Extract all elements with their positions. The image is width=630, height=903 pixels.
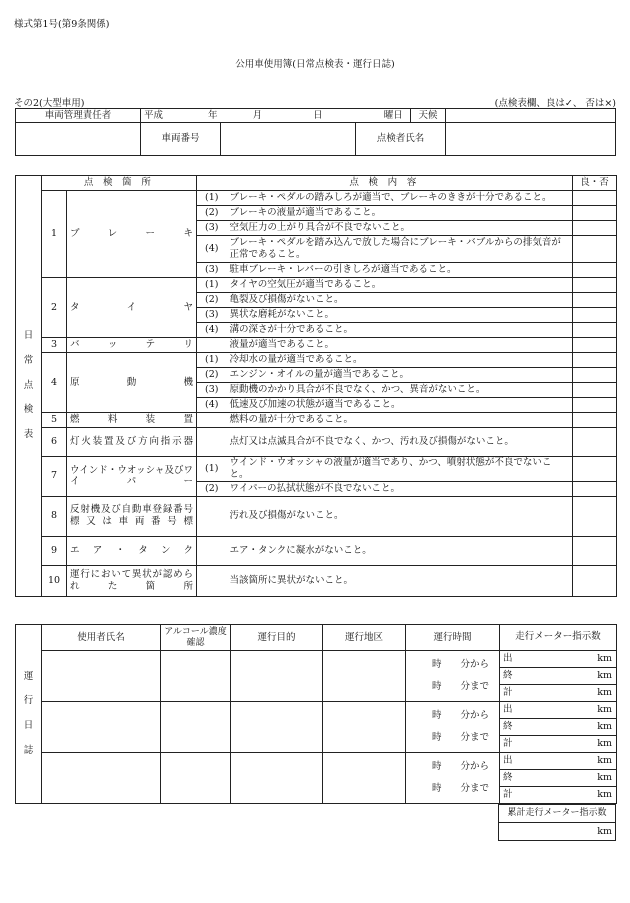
result-checkbox[interactable] [573,323,617,338]
area-field[interactable] [323,753,406,804]
weather-field[interactable] [446,109,616,123]
unit-label: km [597,738,612,750]
inspection-table [15,175,617,597]
inspection-sub-number: (3) [197,383,227,398]
result-checkbox[interactable] [573,263,617,278]
time-from-label: 時 分から [432,659,490,670]
vehicle-number-label: 車両番号 [141,123,221,156]
time-from-label: 時 分から [432,761,490,772]
result-checkbox[interactable] [573,206,617,221]
inspection-sub-number: (2) [197,481,227,496]
time-to-label: 時 分まで [432,681,490,692]
legend-suffix: 、 否は×) [572,98,616,109]
alcohol-check-field[interactable] [161,702,231,753]
result-checkbox[interactable] [573,368,617,383]
result-checkbox[interactable] [573,383,617,398]
month-label: 月 [252,109,263,121]
time-field[interactable] [406,753,500,804]
meter-row-label: 出 [503,653,513,665]
inspection-item-number: 3 [42,338,67,353]
cumulative-table [498,804,616,841]
meter-field[interactable] [500,719,617,736]
purpose-field[interactable] [231,651,323,702]
time-field[interactable] [406,651,500,702]
result-checkbox[interactable] [573,338,617,353]
inspection-item-number: 9 [42,536,67,565]
legend [495,95,616,109]
check-mark-icon: ✓ [564,98,573,109]
inspection-content: 当該箇所に異状がないこと。 [227,565,573,596]
unit-label: km [597,772,612,784]
result-checkbox[interactable] [573,536,617,565]
result-checkbox[interactable] [573,293,617,308]
inspection-item-number: 10 [42,565,67,596]
purpose-field[interactable] [231,702,323,753]
user-name-field[interactable] [42,753,161,804]
meter-row-label: 計 [503,738,513,750]
result-checkbox[interactable] [573,457,617,482]
col-alcohol-header: アルコール濃度確認 [161,625,231,651]
inspection-sub-number: (2) [197,368,227,383]
result-checkbox[interactable] [573,413,617,428]
inspection-content: 異状な磨耗がないこと。 [227,308,573,323]
inspection-content: 汚れ及び損傷がないこと。 [227,496,573,536]
manager-label: 車両管理責任者 [16,109,141,123]
time-field[interactable] [406,702,500,753]
col-place-header: 点 検 箇 所 [42,176,197,191]
inspection-content: ウインド・ウオッシャの液量が適当であり、かつ、噴射状態が不良でないこと。 [227,457,573,482]
weekday-label: 曜日 [383,109,403,121]
area-field[interactable] [323,651,406,702]
inspection-item-number: 1 [42,191,67,278]
result-checkbox[interactable] [573,481,617,496]
unit-label: km [597,704,612,716]
meter-row-label: 終 [503,772,513,784]
inspection-item-number: 8 [42,496,67,536]
inspection-side-label [16,176,42,597]
inspection-item-number: 2 [42,278,67,338]
form-number: 様式第1号(第9条関係) [14,19,110,30]
meter-row-label: 終 [503,721,513,733]
side-label-char: 日 [23,330,34,342]
manager-field[interactable] [16,123,141,156]
inspection-content: 原動機のかかり具合が不良でなく、かつ、異音がないこと。 [227,383,573,398]
meter-field[interactable] [500,685,617,702]
cumulative-field[interactable] [499,823,616,841]
result-checkbox[interactable] [573,398,617,413]
purpose-field[interactable] [231,753,323,804]
inspection-content: ブレーキの液量が適当であること。 [227,206,573,221]
day-label: 日 [313,109,323,121]
log-side-label [16,625,42,804]
result-checkbox[interactable] [573,191,617,206]
inspection-sub-number: (2) [197,293,227,308]
side-label-char: 日 [23,720,34,731]
user-name-field[interactable] [42,651,161,702]
log-table [15,624,617,804]
inspection-item-place: バッテリ [67,338,197,353]
inspection-sub-number: (4) [197,236,227,263]
meter-row-label: 計 [503,789,513,801]
side-label-char: 常 [23,354,34,366]
inspection-item-place: ウインド・ウオッシャ及びワイパー [67,457,197,497]
inspection-sub-number [197,496,227,536]
meter-row-label: 出 [503,704,513,716]
inspection-sub-number: (3) [197,263,227,278]
inspection-sub-number: (1) [197,457,227,482]
inspection-item-place: 反射機及び自動車登録番号標又は車両番号標 [67,496,197,536]
side-label-char: 点 [23,379,34,391]
side-label-char: 検 [23,404,34,416]
col-content-header: 点 検 内 容 [197,176,573,191]
inspection-sub-number: (1) [197,278,227,293]
inspection-sub-number: (4) [197,323,227,338]
unit-label: km [597,670,612,682]
meter-field[interactable] [500,736,617,753]
page-title: 公用車使用簿(日常点検表・運行日誌) [235,59,395,70]
unit-label: km [597,721,612,733]
inspection-item-place: 灯火装置及び方向指示器 [67,428,197,457]
inspection-item-place: 燃料装置 [67,413,197,428]
time-to-label: 時 分まで [432,732,490,743]
inspection-content: 点灯又は点滅具合が不良でなく、かつ、汚れ及び損傷がないこと。 [227,428,573,457]
result-checkbox[interactable] [573,308,617,323]
meter-field[interactable] [500,668,617,685]
inspection-content: エンジン・オイルの量が適当であること。 [227,368,573,383]
inspection-sub-number: (1) [197,191,227,206]
inspection-item-number: 6 [42,428,67,457]
result-checkbox[interactable] [573,353,617,368]
time-to-label: 時 分まで [432,783,490,794]
col-area-header: 運行地区 [323,625,406,651]
side-label-char: 表 [23,428,34,440]
inspection-sub-number [197,565,227,596]
inspection-item-number: 4 [42,353,67,413]
inspection-sub-number [197,536,227,565]
inspection-content: 冷却水の量が適当であること。 [227,353,573,368]
inspection-item-number: 7 [42,457,67,497]
header-table [15,108,616,156]
col-meter-header: 走行メーター指示数 [500,625,617,651]
meter-row-label: 出 [503,755,513,767]
inspection-content: 亀裂及び損傷がないこと。 [227,293,573,308]
unit-label: km [597,653,612,665]
era-label: 平成 [144,109,164,121]
side-label-char: 運 [23,670,34,682]
col-result-header: 良・否 [573,176,617,191]
inspection-content: 空気圧力の上がり具合が不良でないこと。 [227,221,573,236]
result-checkbox[interactable] [573,428,617,457]
unit-label: km [597,755,612,767]
form-subtitle: その2(大型車用) [14,98,85,109]
inspection-content: ワイパーの払拭状態が不良でないこと。 [227,481,573,496]
weather-label: 天候 [411,109,446,123]
col-time-header: 運行時間 [406,625,500,651]
vehicle-number-field[interactable] [221,123,356,156]
inspection-sub-number [197,338,227,353]
inspection-sub-number: (3) [197,221,227,236]
inspector-field[interactable] [446,123,616,156]
inspection-sub-number: (1) [197,353,227,368]
meter-row-label: 計 [503,687,513,699]
inspection-content: ブレーキ・ペダルの踏みしろが適当で、ブレーキのききが十分であること。 [227,191,573,206]
alcohol-check-field[interactable] [161,753,231,804]
legend-prefix: (点検表欄、良は [494,98,565,109]
meter-field[interactable] [500,770,617,787]
col-purpose-header: 運行目的 [231,625,323,651]
result-checkbox[interactable] [573,496,617,536]
inspection-content: 燃料の量が十分であること。 [227,413,573,428]
result-checkbox[interactable] [573,565,617,596]
inspection-item-place: エア・タンク [67,536,197,565]
side-label-char: 行 [23,695,34,707]
side-label-char: 誌 [23,744,34,756]
meter-field[interactable] [500,702,617,719]
user-name-field[interactable] [42,702,161,753]
inspection-content: 駐車ブレーキ・レバーの引きしろが適当であること。 [227,263,573,278]
year-label: 年 [208,109,218,121]
col-user-header: 使用者氏名 [42,625,161,651]
inspection-content: ブレーキ・ペダルを踏み込んで放した場合にブレーキ・バブルからの排気音が正常であること。 [227,236,573,263]
alcohol-check-field[interactable] [161,651,231,702]
inspector-label: 点検者氏名 [356,123,446,156]
meter-field[interactable] [500,787,617,804]
inspection-sub-number [197,413,227,428]
cumulative-label: 累計走行メーター指示数 [499,805,616,823]
result-checkbox[interactable] [573,236,617,263]
unit-label: km [597,687,612,699]
inspection-item-place: 運行において異状が認められた箇所 [67,565,197,596]
date-cell[interactable] [141,109,411,123]
inspection-sub-number: (2) [197,206,227,221]
inspection-content: タイヤの空気圧が適当であること。 [227,278,573,293]
inspection-content: 低速及び加速の状態が適当であること。 [227,398,573,413]
inspection-item-place: タイヤ [67,278,197,338]
unit-label: km [597,789,612,801]
inspection-content: 溝の深さが十分であること。 [227,323,573,338]
result-checkbox[interactable] [573,221,617,236]
meter-row-label: 終 [503,670,513,682]
unit-label: km [597,825,612,837]
inspection-item-place: ブレーキ [67,191,197,278]
inspection-item-place: 原動機 [67,353,197,413]
inspection-sub-number: (4) [197,398,227,413]
inspection-sub-number: (3) [197,308,227,323]
inspection-item-number: 5 [42,413,67,428]
inspection-sub-number [197,428,227,457]
inspection-content: 液量が適当であること。 [227,338,573,353]
inspection-content: エア・タンクに凝水がないこと。 [227,536,573,565]
area-field[interactable] [323,702,406,753]
result-checkbox[interactable] [573,278,617,293]
time-from-label: 時 分から [432,710,490,721]
meter-field[interactable] [500,753,617,770]
meter-field[interactable] [500,651,617,668]
